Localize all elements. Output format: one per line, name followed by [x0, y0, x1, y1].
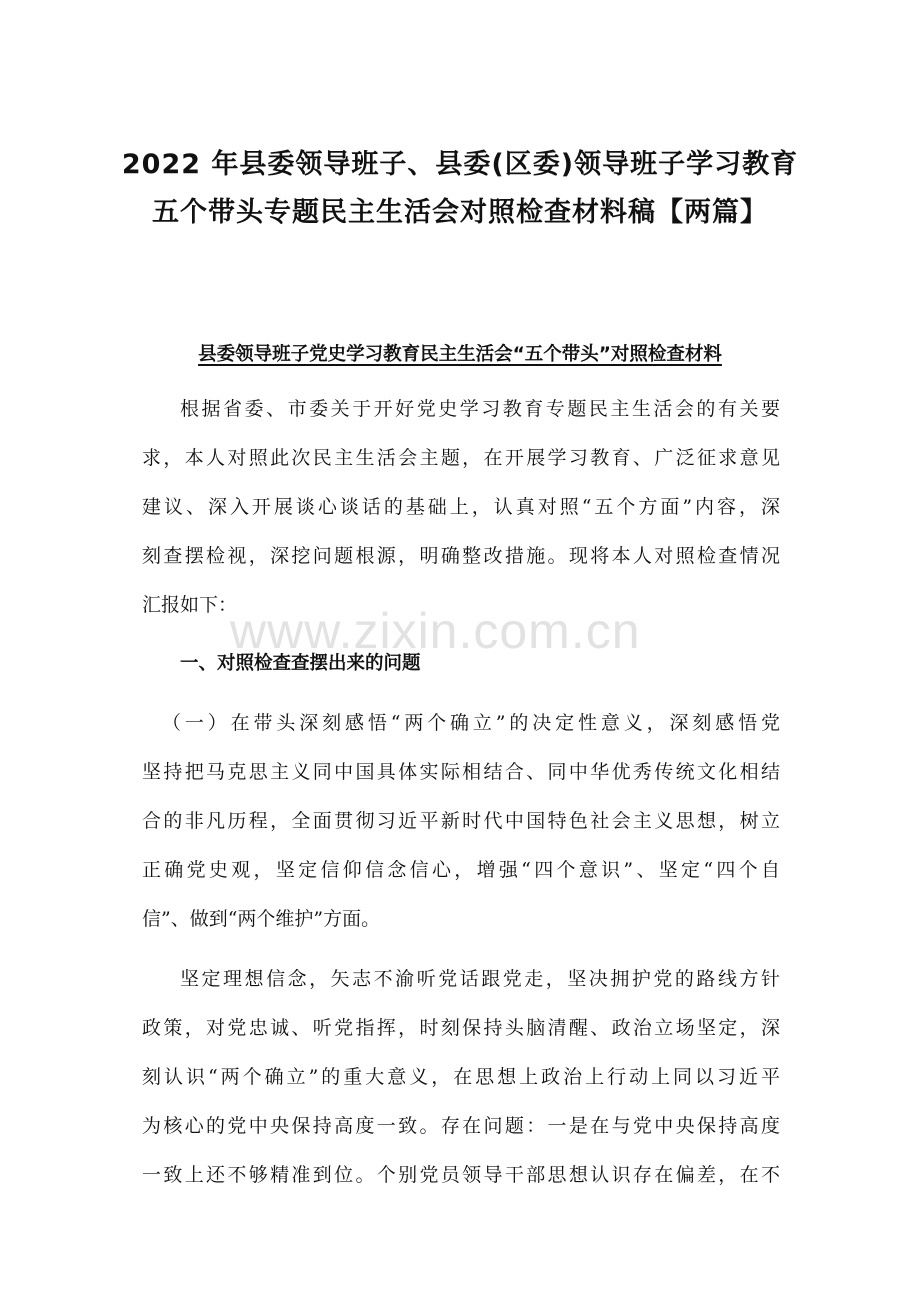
- document-title-line-2: 五个带头专题民主生活会对照检查材料稿【两篇】: [152, 197, 768, 228]
- paragraph-line: 刻认识“两个确立”的重大意义，在思想上政治上行动上同以习近平: [142, 1066, 780, 1088]
- paragraph-line: 为核心的党中央保持高度一致。存在问题：一是在与党中央保持高度: [142, 1115, 780, 1137]
- paragraph-line: 坚定理想信念，矢志不渝听党话跟党走，坚决拥护党的路线方针: [180, 968, 780, 990]
- paragraph-line: 汇报如下：: [142, 594, 238, 616]
- paragraph-line: 坚持把马克思主义同中国具体实际相结合、同中华优秀传统文化相结: [142, 761, 780, 783]
- section-heading: 一、对照检查查摆出来的问题: [180, 653, 421, 674]
- paragraph-line: 正确党史观，坚定信仰信念信心，增强“四个意识”、坚定“四个自: [142, 859, 780, 881]
- paragraph-line: 信”、做到“两个维护”方面。: [142, 908, 381, 930]
- document-title-line-1: 2022 年县委领导班子、县委(区委)领导班子学习教育: [121, 149, 799, 180]
- paragraph-line: 求，本人对照此次民主生活会主题，在开展学习教育、广泛征求意见: [142, 447, 780, 469]
- paragraph-line: 合的非凡历程，全面贯彻习近平新时代中国特色社会主义思想，树立: [142, 810, 780, 832]
- paragraph-line: 刻查摆检视，深挖问题根源，明确整改措施。现将本人对照检查情况: [142, 545, 780, 567]
- paragraph-line: （一）在带头深刻感悟“两个确立”的决定性意义，深刻感悟党: [162, 712, 780, 734]
- paragraph-line: 一致上还不够精准到位。个别党员领导干部思想认识存在偏差，在不: [142, 1164, 780, 1186]
- paragraph-line: 根据省委、市委关于开好党史学习教育专题民主生活会的有关要: [180, 398, 780, 420]
- section-subtitle: [60, 340, 860, 366]
- paragraph-line: 政策，对党忠诚、听党指挥，时刻保持头脑清醒、政治立场坚定，深: [142, 1017, 780, 1039]
- paragraph-line: 建议、深入开展谈心谈话的基础上，认真对照“五个方面”内容，深: [142, 496, 780, 518]
- watermark: www.zixin.com.cn: [230, 603, 641, 659]
- section-subtitle-text: 县委领导班子党史学习教育民主生活会“五个带头”对照检查材料: [198, 344, 722, 365]
